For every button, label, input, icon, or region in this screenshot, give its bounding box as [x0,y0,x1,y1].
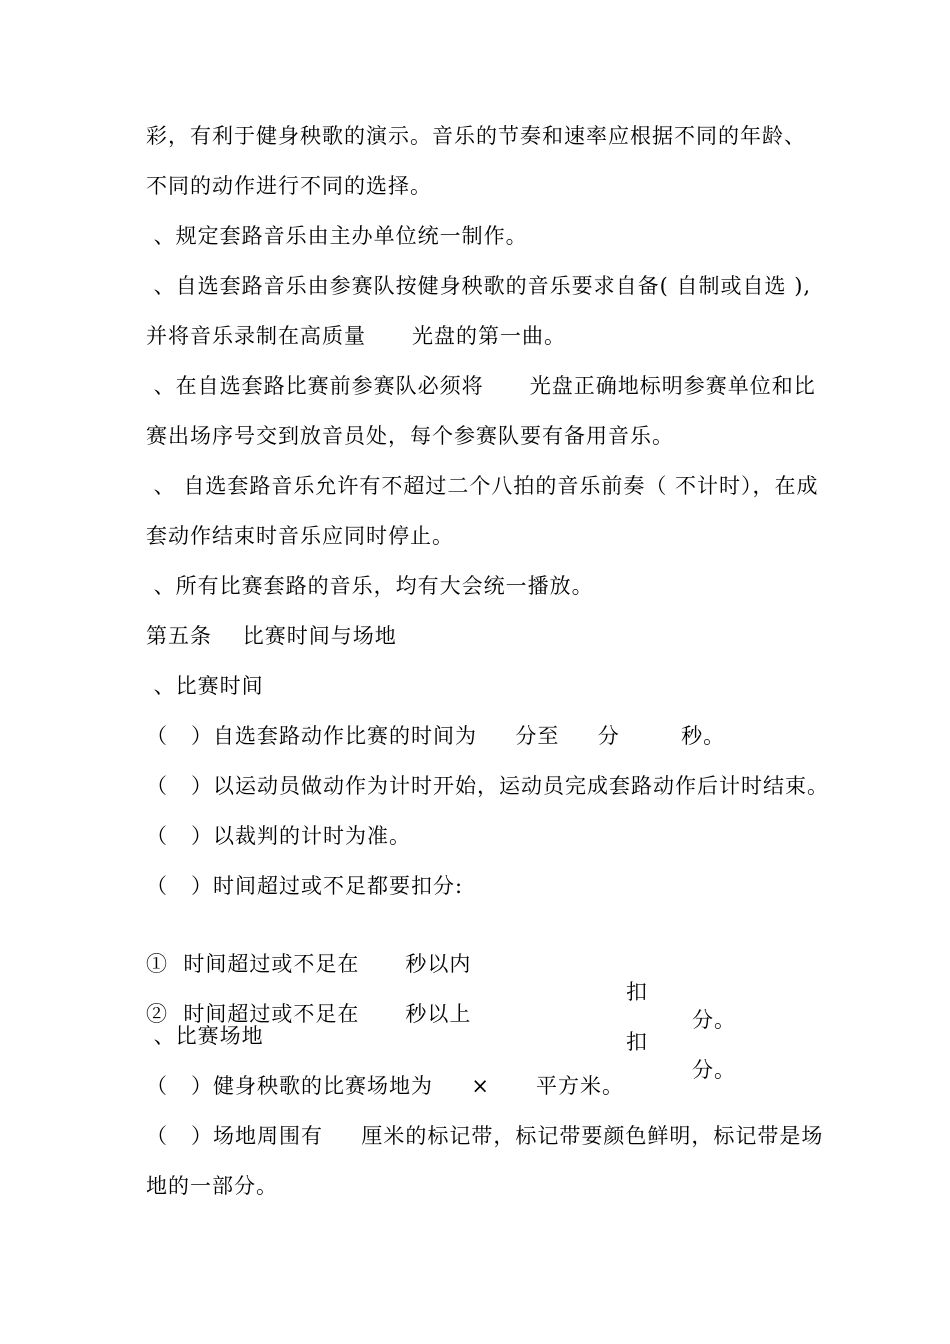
text-line: 、规定套路音乐由主办单位统一制作。 [146,224,528,248]
text-line: 不同的动作进行不同的选择。 [146,174,432,198]
text-line: （ ）以裁判的计时为准。 [146,824,412,848]
text-line: 、自选套路音乐由参赛队按健身秧歌的音乐要求自备( 自制或自选 ), [146,274,812,298]
text-line: （ ）时间超过或不足都要扣分: [146,874,464,898]
subsection-heading: 、比赛场地 [146,1024,264,1048]
text-line: （ ）场地周围有 厘米的标记带，标记带要颜色鲜明，标记带是场 [146,1124,824,1148]
text-line: （ ）健身秧歌的比赛场地为 × 平方米。 [146,1074,625,1098]
section-heading: 第五条 比赛时间与场地 [146,624,397,648]
text-line: 地的一部分。 [146,1174,278,1198]
text-line: （ ）自选套路动作比赛的时间为 分至 分 秒。 [146,724,726,748]
text-line: 、在自选套路比赛前参赛队必须将 光盘正确地标明参赛单位和比 [146,374,816,398]
deduction-unit: 分。 [692,1058,736,1082]
text-line: （ ）以运动员做动作为计时开始，运动员完成套路动作后计时结束。 [146,774,830,798]
deduction-verb: 扣 [626,1030,648,1054]
deduction-condition: ① 时间超过或不足在 秒以内 [146,952,472,976]
text-line: 、所有比赛套路的音乐，均有大会统一播放。 [146,574,594,598]
text-line: 彩，有利于健身秧歌的演示。音乐的节奏和速率应根据不同的年龄、 [146,124,806,148]
text-line: 赛出场序号交到放音员处，每个参赛队要有备用音乐。 [146,424,674,448]
deduction-condition: ② 时间超过或不足在 秒以上 [146,1002,472,1026]
text-line: 并将音乐录制在高质量 光盘的第一曲。 [146,324,567,348]
subsection-heading: 、比赛时间 [146,674,264,698]
text-line: 套动作结束时音乐应同时停止。 [146,524,454,548]
deduction-unit: 分。 [692,1008,736,1032]
text-line: 、 自选套路音乐允许有不超过二个八拍的音乐前奏（ 不计时），在成 [146,474,819,498]
deduction-verb: 扣 [626,980,648,1004]
